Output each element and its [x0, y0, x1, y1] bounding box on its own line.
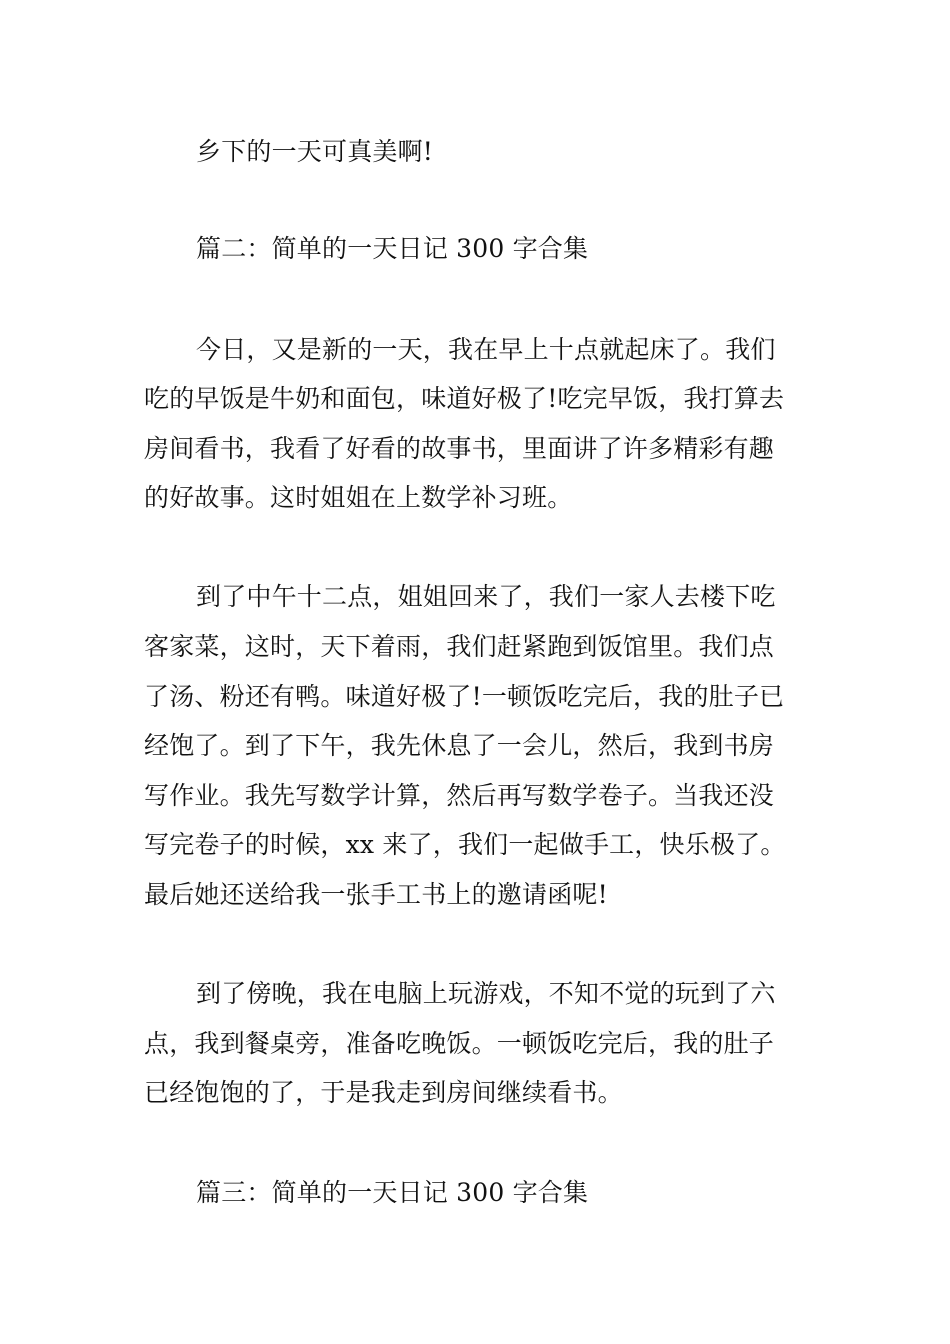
section-heading: 篇二：简单的一天日记 300 字合集 — [196, 234, 589, 263]
paragraph-line: 的好故事。这时姐姐在上数学补习班。 — [144, 483, 573, 512]
paragraph-line: 乡下的一天可真美啊! — [196, 137, 434, 166]
paragraph-line: 最后她还送给我一张手工书上的邀请函呢! — [144, 880, 608, 909]
paragraph-line: 点，我到餐桌旁，准备吃晚饭。一顿饭吃完后，我的肚子 — [144, 1029, 775, 1058]
paragraph-line: 已经饱饱的了，于是我走到房间继续看书。 — [144, 1078, 623, 1107]
paragraph-line: 今日，又是新的一天，我在早上十点就起床了。我们 — [196, 335, 776, 364]
paragraph-line: 到了中午十二点，姐姐回来了，我们一家人去楼下吃 — [196, 582, 776, 611]
paragraph-line: 吃的早饭是牛奶和面包，味道好极了!吃完早饭，我打算去 — [144, 384, 785, 413]
paragraph-line: 经饱了。到了下午，我先休息了一会儿，然后，我到书房 — [144, 731, 775, 760]
paragraph-line: 了汤、粉还有鸭。味道好极了!一顿饭吃完后，我的肚子已 — [144, 682, 785, 711]
paragraph-line: 写完卷子的时候，xx 来了，我们一起做手工，快乐极了。 — [144, 830, 786, 859]
paragraph-line: 房间看书，我看了好看的故事书，里面讲了许多精彩有趣 — [144, 434, 775, 463]
paragraph-line: 客家菜，这时，天下着雨，我们赶紧跑到饭馆里。我们点 — [144, 632, 775, 661]
section-heading: 篇三：简单的一天日记 300 字合集 — [196, 1178, 589, 1207]
paragraph-line: 写作业。我先写数学计算，然后再写数学卷子。当我还没 — [144, 781, 775, 810]
paragraph-line: 到了傍晚，我在电脑上玩游戏，不知不觉的玩到了六 — [196, 979, 776, 1008]
